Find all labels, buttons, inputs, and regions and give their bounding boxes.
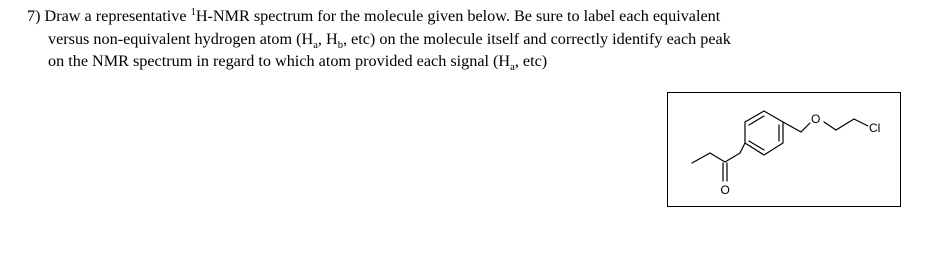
subscript-a: a — [510, 62, 515, 73]
bond-ring-ketone — [740, 143, 745, 153]
subscript-a: a — [313, 39, 318, 51]
bond-ring-ch2 — [783, 122, 801, 132]
molecule-structure — [668, 93, 902, 208]
question-line-3: on the NMR spectrum in regard to which atom provided each signal ($H_a$, etc) — [48, 52, 548, 73]
bond-carbonyl-ring — [725, 153, 740, 162]
carbonyl-oxygen-label: O — [720, 183, 730, 197]
subscript-b: b — [337, 39, 343, 51]
question-line-1: 7) Draw a representative $^1$H-NMR spectrum for the molecule given below. Be sure to label each equivalent — [27, 7, 721, 25]
ring-double-bond-1 — [749, 116, 764, 125]
bond-oxygen-ch2 — [824, 122, 836, 130]
bond-ethyl-terminal — [692, 153, 710, 163]
benzene-ring — [745, 111, 783, 155]
question-number: 7) — [27, 7, 41, 25]
chlorine-label: Cl — [869, 121, 881, 135]
bond-ch2-oxygen — [801, 123, 810, 132]
question-line-2: versus non-equivalent hydrogen atom ($H_a$, $H_b$, etc) on the molecule itself and correctly identify each peak — [48, 29, 731, 51]
question-text — [27, 5, 927, 73]
superscript-one: 1 — [190, 7, 196, 18]
bond-ch2-chlorine — [854, 119, 868, 126]
bond-ethyl-alpha — [710, 153, 725, 162]
ring-double-bond-3 — [749, 141, 764, 150]
molecule-structure-box — [667, 92, 901, 207]
ether-oxygen-label: O — [811, 112, 821, 126]
bond-ch2-ch2 — [836, 119, 854, 130]
